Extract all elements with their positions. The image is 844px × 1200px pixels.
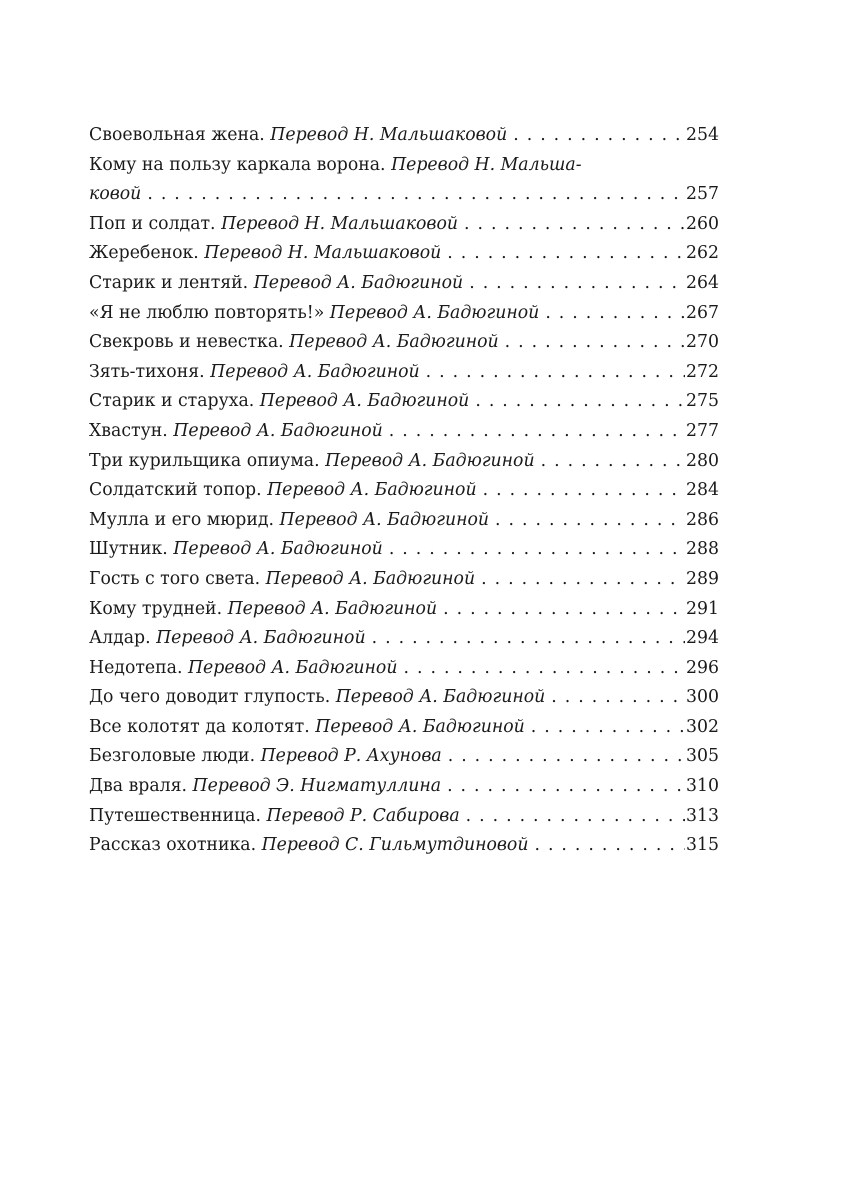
entry-page-number: 291 <box>686 598 719 619</box>
dot-leader <box>525 713 685 743</box>
dot-leader <box>539 299 685 329</box>
entry-translator: Перевод А. Бадюгиной <box>210 361 420 382</box>
entry-translator: Перевод А. Бадюгиной <box>329 302 540 323</box>
entry-title: Солдатский топор. <box>89 480 262 501</box>
toc-entry[interactable] <box>89 713 719 743</box>
dot-leader <box>528 831 685 861</box>
toc-entry[interactable] <box>89 151 719 181</box>
entry-title: Зять-тихоня. <box>89 361 205 382</box>
entry-page-number: 267 <box>686 302 719 323</box>
entry-title: Путешественница. <box>89 805 261 826</box>
entry-page-number: 302 <box>686 716 719 737</box>
entry-title: Алдар. <box>89 628 151 649</box>
toc-entry[interactable] <box>89 358 719 388</box>
toc-entry[interactable] <box>89 772 719 802</box>
dot-leader <box>442 742 685 772</box>
entry-translator: Перевод А. Бадюгиной <box>335 687 546 708</box>
entry-translator: Перевод А. Бадюгиной <box>279 509 490 530</box>
entry-title: Старик и лентяй. <box>89 272 249 293</box>
toc-entry[interactable] <box>89 654 719 684</box>
entry-title: Все колотят да колотят. <box>89 716 310 737</box>
toc-entry[interactable] <box>89 535 719 565</box>
dot-leader <box>441 239 685 269</box>
entry-title: Недотепа. <box>89 657 183 678</box>
entry-title: До чего доводит глупость. <box>89 687 331 708</box>
entry-translator: Перевод А. Бадюгиной <box>173 539 383 560</box>
entry-translator: Перевод Н. Мальшаковой <box>221 213 459 234</box>
entry-title: «Я не люблю повторять!» <box>89 302 325 323</box>
entry-title: Три курильщика опиума. <box>89 450 320 471</box>
dot-leader <box>477 476 685 506</box>
entry-page-number: 264 <box>686 272 719 293</box>
entry-translator: Перевод Н. Мальша- <box>391 154 582 175</box>
toc-entry[interactable] <box>89 417 719 447</box>
entry-page-number: 262 <box>686 243 719 264</box>
dot-leader <box>141 180 685 210</box>
entry-translator: Перевод А. Бадюгиной <box>187 657 398 678</box>
entry-translator: Перевод А. Бадюгиной <box>265 568 476 589</box>
toc-entry[interactable] <box>89 802 719 832</box>
dot-leader <box>437 595 685 625</box>
dot-leader <box>499 328 685 358</box>
entry-translator: Перевод А. Бадюгиной <box>173 420 383 441</box>
entry-page-number: 288 <box>686 539 719 560</box>
entry-title: Кому на пользу каркала ворона. <box>89 154 386 175</box>
entry-page-number: 313 <box>686 805 719 826</box>
entry-page-number: 310 <box>686 776 719 797</box>
toc-entry[interactable] <box>89 121 719 151</box>
entry-page-number: 270 <box>686 332 719 353</box>
toc-entry[interactable] <box>89 624 719 654</box>
entry-translator: Перевод Р. Сабирова <box>266 805 460 826</box>
entry-title: Безголовые люди. <box>89 746 256 767</box>
dot-leader <box>475 565 685 595</box>
entry-title: Поп и солдат. <box>89 213 216 234</box>
entry-page-number: 296 <box>686 657 719 678</box>
dot-leader <box>469 387 685 417</box>
toc-entry[interactable] <box>89 476 719 506</box>
toc-entry[interactable] <box>89 210 719 240</box>
entry-translator-continuation: ковой <box>89 184 142 205</box>
dot-leader <box>441 772 685 802</box>
dot-leader <box>397 654 685 684</box>
toc-entry[interactable] <box>89 447 719 477</box>
entry-page-number: 284 <box>686 480 719 501</box>
entry-title: Кому трудней. <box>89 598 223 619</box>
dot-leader <box>545 683 685 713</box>
table-of-contents <box>89 121 719 861</box>
toc-entry[interactable] <box>89 742 719 772</box>
dot-leader <box>489 506 685 536</box>
entry-translator: Перевод Э. Нигматуллина <box>192 776 442 797</box>
entry-title: Гость с того света. <box>89 568 261 589</box>
entry-translator: Перевод Н. Мальшаковой <box>204 243 442 264</box>
entry-page-number: 286 <box>686 509 719 530</box>
dot-leader <box>463 269 685 299</box>
entry-translator: Перевод А. Бадюгиной <box>267 480 477 501</box>
toc-entry[interactable] <box>89 683 719 713</box>
entry-page-number: 257 <box>686 184 719 205</box>
entry-translator: Перевод Р. Ахунова <box>260 746 442 767</box>
toc-entry[interactable] <box>89 299 719 329</box>
entry-title: Два враля. <box>89 776 188 797</box>
entry-page-number: 300 <box>686 687 719 708</box>
entry-title: Мулла и его мюрид. <box>89 509 275 530</box>
entry-title: Старик и старуха. <box>89 391 255 412</box>
entry-page-number: 315 <box>686 835 719 856</box>
toc-entry[interactable] <box>89 239 719 269</box>
entry-title: Рассказ охотника. <box>89 835 257 856</box>
entry-translator: Перевод А. Бадюгиной <box>259 391 470 412</box>
entry-page-number: 294 <box>686 628 719 649</box>
entry-translator: Перевод Н. Мальшаковой <box>270 125 508 145</box>
toc-entry[interactable] <box>89 269 719 299</box>
entry-page-number: 260 <box>686 213 719 234</box>
toc-entry[interactable] <box>89 328 719 358</box>
dot-leader <box>420 358 685 388</box>
dot-leader <box>535 447 685 477</box>
dot-leader <box>458 210 685 240</box>
entry-page-number: 305 <box>686 746 719 767</box>
entry-translator: Перевод А. Бадюгиной <box>227 598 438 619</box>
entry-title: Свекровь и невестка. <box>89 332 284 353</box>
toc-entry[interactable] <box>89 565 719 595</box>
toc-entry[interactable] <box>89 831 719 861</box>
entry-translator: Перевод А. Бадюгиной <box>253 272 464 293</box>
toc-entry[interactable] <box>89 595 719 625</box>
entry-translator: Перевод А. Бадюгиной <box>325 450 535 471</box>
entry-page-number: 289 <box>686 568 719 589</box>
toc-entry[interactable] <box>89 387 719 417</box>
dot-leader <box>460 802 685 832</box>
entry-page-number: 277 <box>686 420 719 441</box>
dot-leader <box>366 624 685 654</box>
entry-title: Хвастун. <box>89 420 168 441</box>
entry-page-number: 272 <box>686 361 719 382</box>
entry-title: Шутник. <box>89 539 168 560</box>
toc-entry[interactable] <box>89 506 719 536</box>
dot-leader <box>507 121 685 151</box>
toc-entry-continuation[interactable] <box>89 180 719 210</box>
dot-leader <box>383 417 685 447</box>
entry-page-number: 275 <box>686 391 719 412</box>
entry-page-number: 280 <box>686 450 719 471</box>
entry-title: Жеребенок. <box>89 243 199 264</box>
entry-translator: Перевод А. Бадюгиной <box>156 628 366 649</box>
entry-translator: Перевод С. Гильмутдиновой <box>261 835 529 856</box>
entry-translator: Перевод А. Бадюгиной <box>289 332 499 353</box>
entry-page-number: 254 <box>686 125 719 145</box>
entry-translator: Перевод А. Бадюгиной <box>315 716 525 737</box>
dot-leader <box>383 535 685 565</box>
entry-title: Своевольная жена. <box>89 125 265 145</box>
